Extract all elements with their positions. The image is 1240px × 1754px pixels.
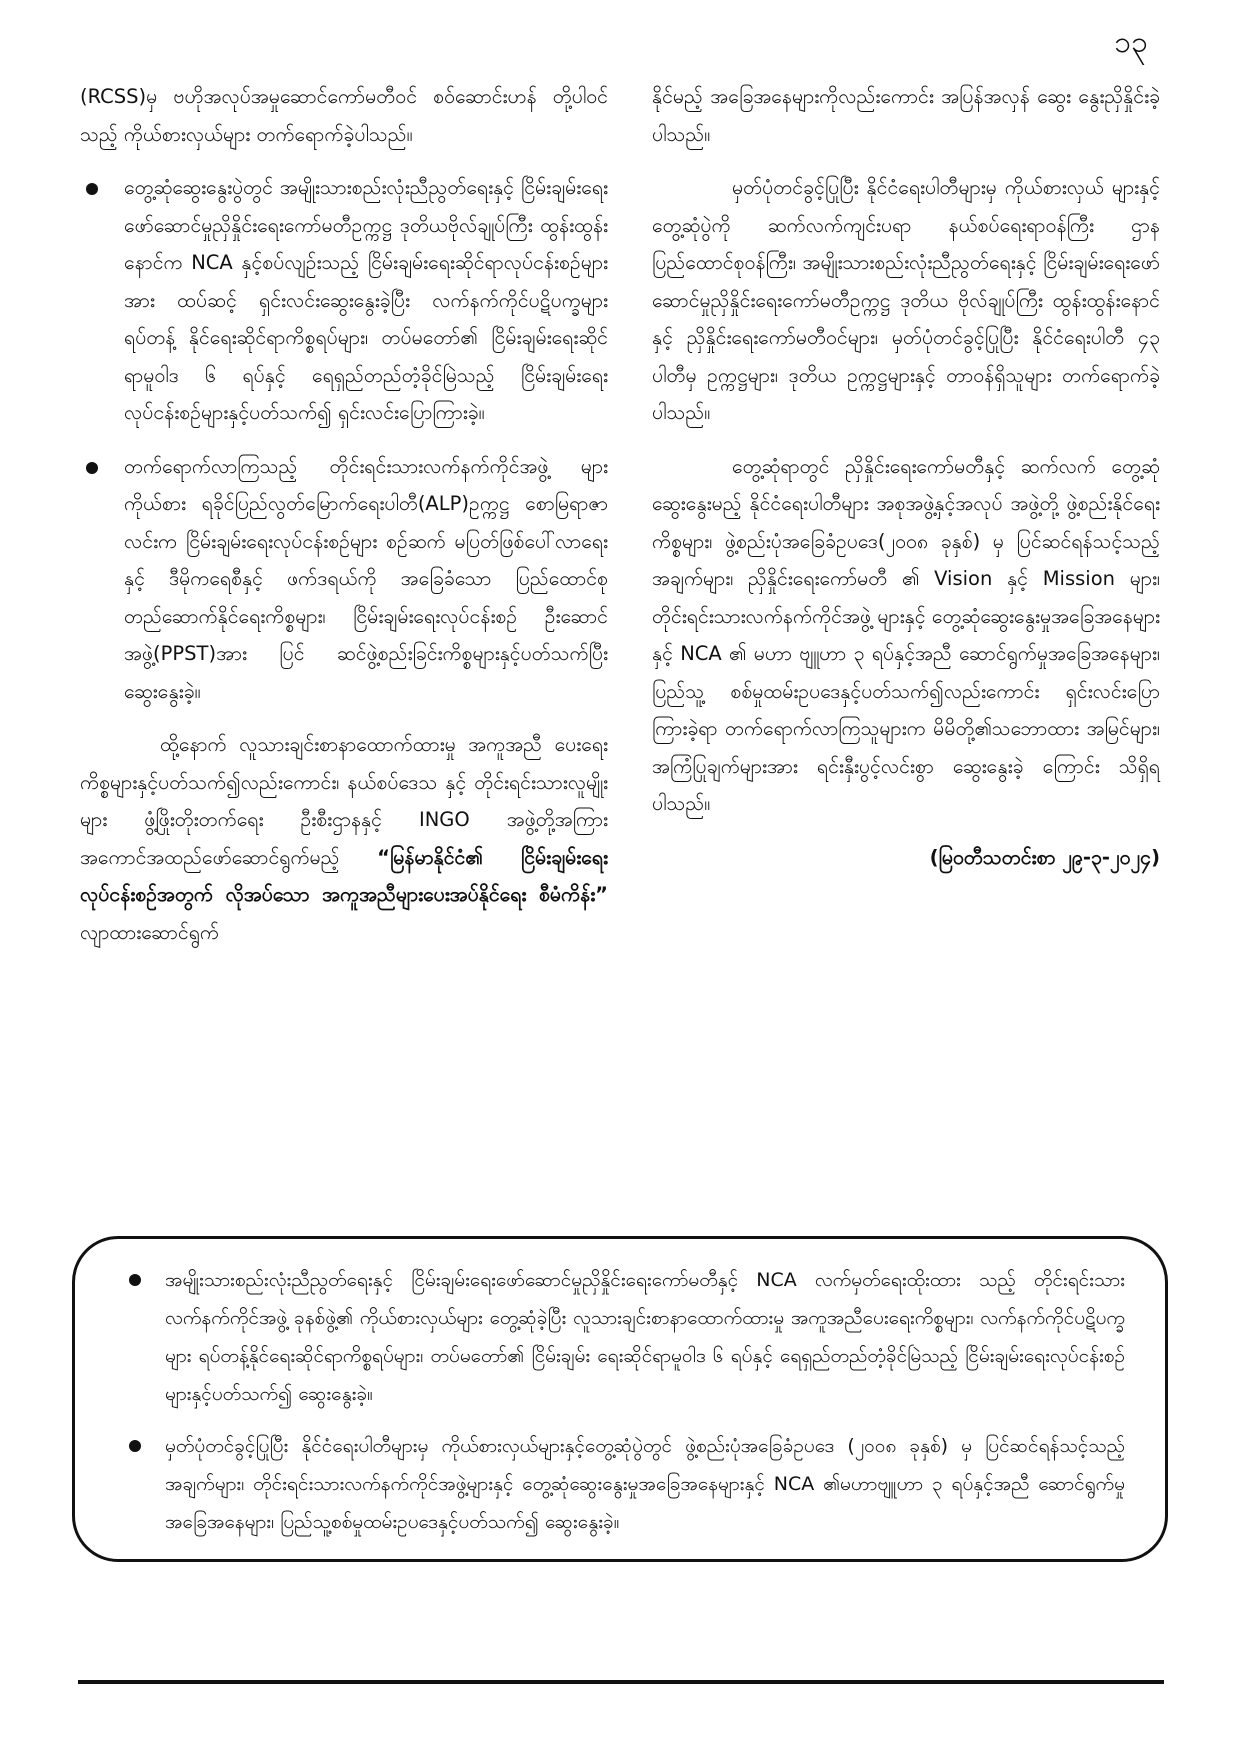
project-title: “မြန်မာနိုင်ငံ၏ ငြိမ်းချမ်းရေးလုပ်ငန်းစဉ်အတွက် လိုအပ်သော အကူအညီများပေးအပ်နိုင်ရေး စီမံကိန်း” (80, 845, 608, 906)
summary-text: အမျိုးသားစည်းလုံးညီညွတ်ရေးနှင့် ငြိမ်းချမ်းရေးဖော်ဆောင်မှုညှိနှိုင်းရေးကော်မတီနှင့် NCA လက်မှတ်ရေးထိုးထား သည့် တိုင်းရင်းသားလက်နက်ကိုင်အဖွဲ့ ခုနစ်ဖွဲ့၏ ကိုယ်စားလှယ်များ တွေ့ဆုံခဲ့ပြီး လူသားချင်းစာနာထောက်ထားမှု အကူအညီပေးရေးကိစ္စများ၊ လက်နက်ကိုင်ပဋိပက္ခများ ရပ်တန့်နိုင်ရေးဆိုင်ရာကိစ္စရပ်များ၊ တပ်မတော်၏ ငြိမ်းချမ်း ရေးဆိုင်ရာမူဝါဒ ၆ ရပ်နှင့် ရေရှည်တည်တံ့ခိုင်မြဲသည့် ငြိမ်းချမ်းရေးလုပ်ငန်းစဉ်များနှင့်ပတ်သက်၍ ဆွေးနွေးခဲ့။ (165, 1269, 1125, 1405)
summary-text: မှတ်ပုံတင်ခွင့်ပြုပြီး နိုင်ငံရေးပါတီများမှ ကိုယ်စားလှယ်များနှင့်တွေ့ဆုံပွဲတွင် ဖွဲ့စည်းပုံအခြေခံဥပဒေ (၂၀၀၈ ခုနှစ်) မှ ပြင်ဆင်ရန်သင့်သည့်အချက်များ၊ တိုင်းရင်းသားလက်နက်ကိုင်အဖွဲ့များနှင့် တွေ့ဆုံဆွေးနွေးမှုအခြေအနေများနှင့် NCA ၏မဟာဗျူဟာ ၃ ရပ်နှင့်အညီ ဆောင်ရွက်မှုအခြေအနေများ၊ ပြည်သူ့စစ်မှုထမ်းဥပဒေနှင့်ပတ်သက်၍ ဆွေးနွေးခဲ့။ (165, 1435, 1125, 1533)
page-number: ၁၃ (1114, 25, 1148, 60)
bullet-icon (86, 183, 98, 195)
summary-item (115, 1261, 1125, 1413)
body-paragraph (80, 726, 608, 951)
bullet-item (80, 169, 608, 432)
summary-box (72, 1236, 1168, 1562)
bullet-text: တက်ရောက်လာကြသည့် တိုင်းရင်းသားလက်နက်ကိုင်အဖွဲ့ များကိုယ်စား ရခိုင်ပြည်လွတ်မြောက်ရေးပါတီ(ALP)ဥက္ကဋ္ဌ စောမြရာဇာလင်းက ငြိမ်းချမ်းရေးလုပ်ငန်းစဉ်များ စဉ်ဆက် မပြတ်ဖြစ်ပေါ်လာရေးနှင့် ဒီမိုကရေစီနှင့် ဖက်ဒရယ်ကို အခြေခံသော ပြည်ထောင်စုတည်ဆောက်နိုင်ရေးကိစ္စများ၊ ငြိမ်းချမ်းရေးလုပ်ငန်းစဉ် ဦးဆောင်အဖွဲ့(PPST)အား ပြင် ဆင်ဖွဲ့စည်းခြင်းကိစ္စများနှင့်ပတ်သက်ပြီး ဆွေးနွေးခဲ့။ (124, 454, 608, 703)
bullet-icon (129, 1440, 141, 1452)
summary-item (115, 1427, 1125, 1541)
body-paragraph: မှတ်ပုံတင်ခွင့်ပြုပြီး နိုင်ငံရေးပါတီများမှ ကိုယ်စားလှယ် များနှင့်တွေ့ဆုံပွဲကို ဆက်လက်ကျင်းပရာ နယ်စပ်ရေးရာဝန်ကြီး ဌာန ပြည်ထောင်စုဝန်ကြီး၊ အမျိုးသားစည်းလုံးညီညွတ်ရေးနှင့် ငြိမ်းချမ်းရေးဖော်ဆောင်မှုညှိနှိုင်းရေးကော်မတီဥက္ကဋ္ဌ ဒုတိယ ဗိုလ်ချုပ်ကြီး ထွန်းထွန်းနောင်နှင့် ညှိနှိုင်းရေးကော်မတီဝင်များ၊ မှတ်ပုံတင်ခွင့်ပြုပြီး နိုင်ငံရေးပါတီ ၄၃ ပါတီမှ ဥက္ကဋ္ဌများ၊ ဒုတိယ ဥက္ကဋ္ဌများနှင့် တာဝန်ရှိသူများ တက်ရောက်ခဲ့ပါသည်။ (652, 176, 1160, 424)
continuation-paragraph: နိုင်မည့် အခြေအနေများကိုလည်းကောင်း အပြန်အလှန် ဆွေး နွေးညှိနှိုင်းခဲ့ပါသည်။ (652, 85, 1160, 146)
paragraph-tail: လျာထားဆောင်ရွက် (80, 920, 219, 944)
right-column (652, 78, 1160, 896)
intro-paragraph: (RCSS)မှ ဗဟိုအလုပ်အမှုဆောင်ကော်မတီဝင် စဝ်ဆောင်းဟန် တို့ပါဝင်သည့် ကိုယ်စားလှယ်များ တက်ရောက်ခဲ့ပါသည်။ (80, 85, 608, 146)
paragraph-text: ထို့နောက် လူသားချင်းစာနာထောက်ထားမှု အကူအညီ ပေးရေးကိစ္စများနှင့်ပတ်သက်၍လည်းကောင်း၊ နယ်စပ်ဒေသ နှင့် တိုင်းရင်းသားလူမျိုးများ ဖွံ့ဖြိုးတိုးတက်ရေး ဦးစီးဌာနနှင့် INGO အဖွဲ့တို့အကြား အကောင်အထည်ဖော်ဆောင်ရွက်မည့် (80, 733, 608, 869)
body-paragraph: တွေ့ဆုံရာတွင် ညှိနှိုင်းရေးကော်မတီနှင့် ဆက်လက် တွေ့ဆုံဆွေးနွေးမည့် နိုင်ငံရေးပါတီများ အစုအဖွဲ့နှင့်အလုပ် အဖွဲ့တို့ ဖွဲ့စည်းနိုင်ရေးကိစ္စများ၊ ဖွဲ့စည်းပုံအခြေခံဥပဒေ(၂၀၀၈ ခုနှစ်) မှ ပြင်ဆင်ရန်သင့်သည့်အချက်များ၊ ညှိနှိုင်းရေးကော်မတီ ၏ Vision နှင့် Mission များ၊ တိုင်းရင်းသားလက်နက်ကိုင်အဖွဲ့ များနှင့် တွေ့ဆုံဆွေးနွေးမှုအခြေအနေများနှင့် NCA ၏ မဟာ ဗျူဟာ ၃ ရပ်နှင့်အညီ ဆောင်ရွက်မှုအခြေအနေများ၊ ပြည်သူ့ စစ်မှုထမ်းဥပဒေနှင့်ပတ်သက်၍လည်းကောင်း ရှင်းလင်းပြော ကြားခဲ့ရာ တက်ရောက်လာကြသူများက မိမိတို့၏သဘောထား အမြင်များ၊ အကြံပြုချက်များအား ရင်းနှီးပွင့်လင်းစွာ ဆွေးနွေးခဲ့ ကြောင်း သိရှိရပါသည်။ (652, 454, 1160, 815)
footer-divider (78, 1680, 1164, 1684)
bullet-icon (86, 462, 98, 474)
left-column (80, 78, 608, 967)
bullet-icon (129, 1274, 141, 1286)
source-citation: (မြဝတီသတင်းစာ ၂၉-၃-၂၀၂၄) (929, 845, 1160, 869)
bullet-text: တွေ့ဆုံဆွေးနွေးပွဲတွင် အမျိုးသားစည်းလုံးညီညွတ်ရေးနှင့် ငြိမ်းချမ်းရေးဖော်ဆောင်မှုညှိနှိုင်းရေးကော်မတီဥက္ကဋ္ဌ ဒုတိယဗိုလ်ချုပ်ကြီး ထွန်းထွန်းနောင်က NCA နှင့်စပ်လျဉ်းသည့် ငြိမ်းချမ်းရေးဆိုင်ရာလုပ်ငန်းစဉ်များအား ထပ်ဆင့် ရှင်းလင်းဆွေးနွေးခဲ့ပြီး လက်နက်ကိုင်ပဋိပက္ခများ ရပ်တန့် နိုင်ရေးဆိုင်ရာကိစ္စရပ်များ၊ တပ်မတော်၏ ငြိမ်းချမ်းရေးဆိုင် ရာမူဝါဒ ၆ ရပ်နှင့် ရေရှည်တည်တံ့ခိုင်မြဲသည့် ငြိမ်းချမ်းရေး လုပ်ငန်းစဉ်များနှင့်ပတ်သက်၍ ရှင်းလင်းပြောကြားခဲ့။ (124, 176, 608, 424)
bullet-item (80, 448, 608, 711)
